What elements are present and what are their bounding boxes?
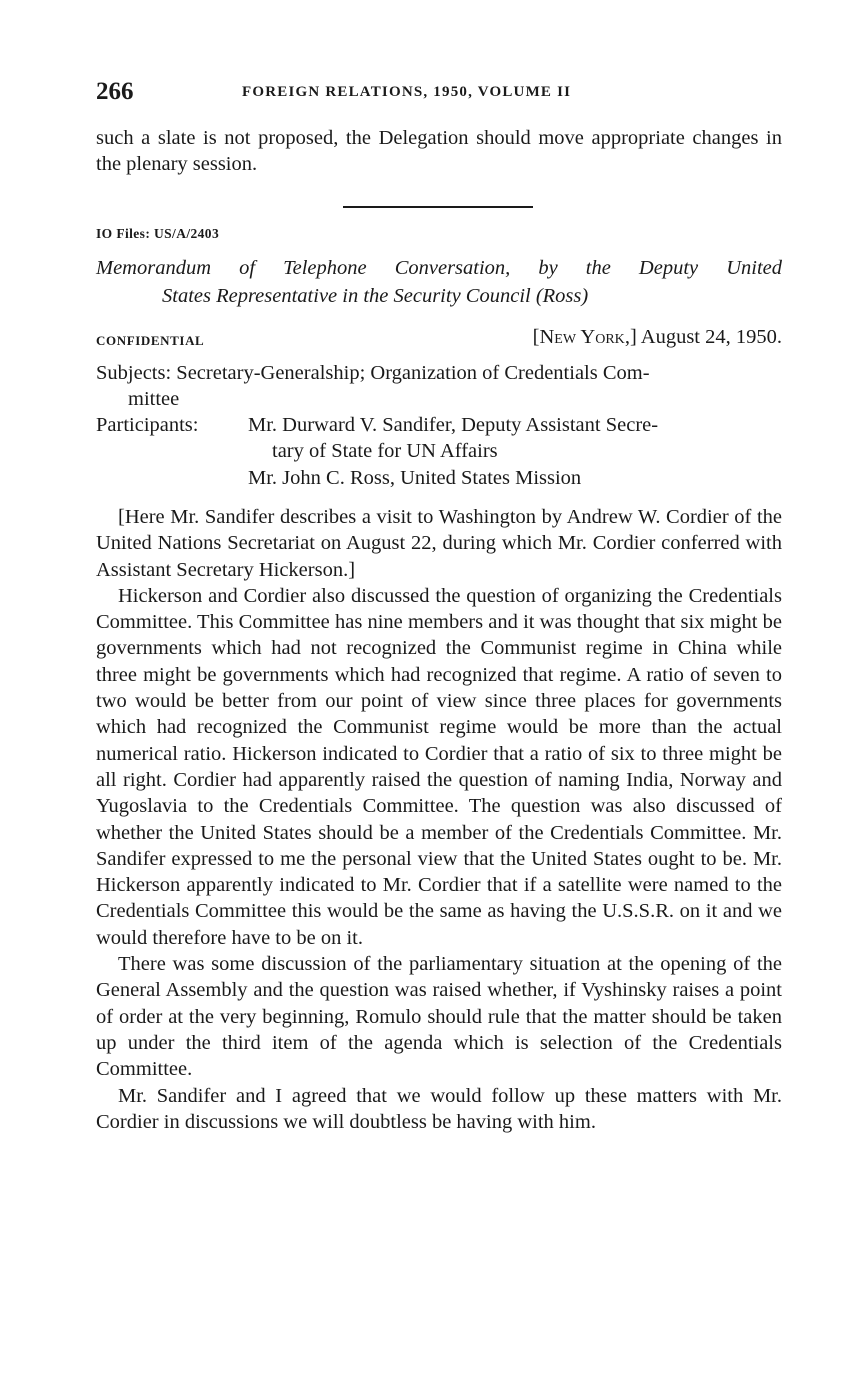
participants-label: Participants: bbox=[96, 414, 199, 436]
participant-item bbox=[248, 412, 782, 465]
document-title-line-1: Memorandum of Telephone Conversation, by the Deputy United bbox=[96, 257, 782, 279]
body-paragraph: Hickerson and Cordier also discussed the question of organizing the Credentials Committee. This Committee has nine members and it was thought that six might be governments which had not recognized the Communist regime in China while three might be governments which had recognized that regime. A ratio of seven to two would be better from our point of view since three places for governments which had recognized the Communist regime would be more than the actual numerical ratio. Hickerson indicated to Cordier that a ratio of six to three might be all right. Cordier had apparently raised the question of naming India, Norway and Yugoslavia to the Credentials Committee. The question was also discussed of whether the United States should be a member of the Credentials Committee. Mr. Sandifer expressed to me the personal view that the United States ought to be. Mr. Hickerson apparently indicated to Mr. Cordier that if a satellite were named to the Credentials Committee this would be the same as having the U.S.S.R. on it and we would therefore have to be on it. bbox=[96, 584, 782, 949]
editorial-note-paragraph: [Here Mr. Sandifer describes a visit to Washington by Andrew W. Cordier of the United Nations Secretariat on August 22, during which Mr. Cordier conferred with Assistant Secretary Hickerson.] bbox=[96, 506, 782, 581]
body-paragraph: There was some discussion of the parliamentary situation at the opening of the General Assembly and the question was raised whether, if Vyshinsky raises a point of order at the very beginning, Romulo should rule that the matter should be taken up under the third item of the agenda which is selection of the Credentials Committee. bbox=[96, 953, 782, 1081]
running-head-title: FOREIGN RELATIONS, 1950, VOLUME II bbox=[242, 84, 572, 100]
participant-line: Mr. Durward V. Sandifer, Deputy Assistant Secre- bbox=[248, 414, 659, 436]
subjects-continuation: mittee bbox=[128, 388, 180, 411]
participants-list bbox=[248, 412, 782, 491]
file-reference: IO Files: US/A/2403 bbox=[96, 226, 220, 241]
document-title-line-2: States Representative in the Security Council (Ross) bbox=[162, 285, 589, 307]
classification-label: CONFIDENTIAL bbox=[96, 333, 205, 348]
participant-item bbox=[248, 465, 782, 491]
subjects-label: Subjects: bbox=[96, 362, 172, 384]
memo-body bbox=[96, 504, 782, 1135]
document-title bbox=[96, 254, 782, 310]
body-paragraph: Mr. Sandifer and I agreed that we would follow up these matters with Mr. Cordier in discussions we will doubtless be having with him. bbox=[96, 1084, 782, 1133]
dateline-bracket-close: ,] bbox=[624, 326, 637, 348]
participant-line-continuation: tary of State for UN Affairs bbox=[272, 440, 498, 463]
running-head bbox=[96, 78, 782, 108]
carryover-paragraph: such a slate is not proposed, the Delegation should move appropriate changes in the plenary session. bbox=[96, 127, 782, 176]
dateline-bracket-open: [ bbox=[532, 326, 540, 348]
dateline bbox=[533, 326, 782, 349]
dateline-date: August 24, 1950. bbox=[640, 326, 782, 348]
participant-line: Mr. John C. Ross, United States Mission bbox=[248, 466, 582, 489]
dateline-place: New York bbox=[539, 326, 625, 348]
subjects-text: Secretary-Generalship; Organization of Credentials Com- bbox=[176, 362, 650, 384]
section-divider bbox=[343, 206, 533, 208]
subjects-block bbox=[96, 360, 782, 413]
page-number: 266 bbox=[96, 78, 134, 105]
